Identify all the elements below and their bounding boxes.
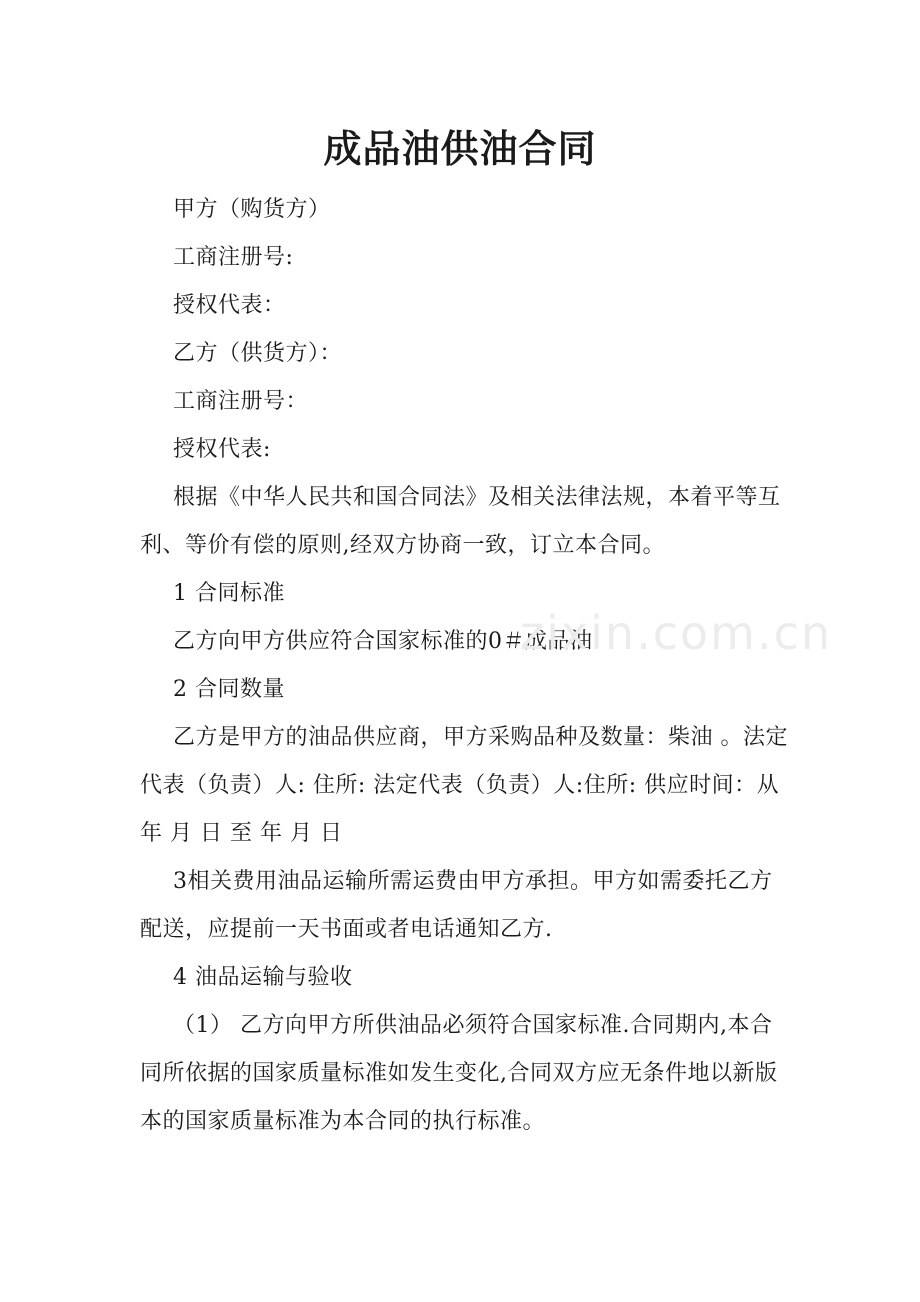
document-title: 成品油供油合同 [323,126,597,171]
watermark: zixin.com.cn [520,606,833,660]
party-a-heading: 甲方（购货方） [173,197,331,222]
section-1-heading: 1 合同标准 [173,581,285,606]
party-b-registration: 工商注册号： [173,389,309,414]
section-3-text: 3相关费用油品运输所需运费由甲方承担。甲方如需委托乙方配送，应提前一天书面或者电话通知乙方. [140,869,773,942]
section-4-heading: 4 油品运输与验收 [173,965,353,990]
party-a-representative: 授权代表： [173,293,286,318]
section-2-heading: 2 合同数量 [173,677,285,702]
section-2-text: 乙方是甲方的油品供应商，甲方采购品种及数量：柴油 。法定代表（负责）人: 住所: 法定代表（负责）人:住所: 供应时间：从 年 月 日 至 年 月 日 [140,725,788,846]
section-4-item-1: （1） 乙方向甲方所供油品必须符合国家标准.合同期内,本合同所依据的国家质量标准如发生变化,合同双方应无条件地以新版本的国家质量标准为本合同的执行标准。 [140,1013,778,1134]
party-b-representative: 授权代表: [173,437,271,462]
party-b-heading: 乙方（供货方）： [173,341,343,366]
document-body [140,186,790,1146]
party-a-registration: 工商注册号: [173,245,294,270]
preamble-paragraph: 根据《中华人民共和国合同法》及相关法律法规，本着平等互利、等价有偿的原则,经双方协商一致，订立本合同。 [140,485,781,558]
section-1-text: 乙方向甲方供应符合国家标准的0＃成品油. [173,629,600,654]
